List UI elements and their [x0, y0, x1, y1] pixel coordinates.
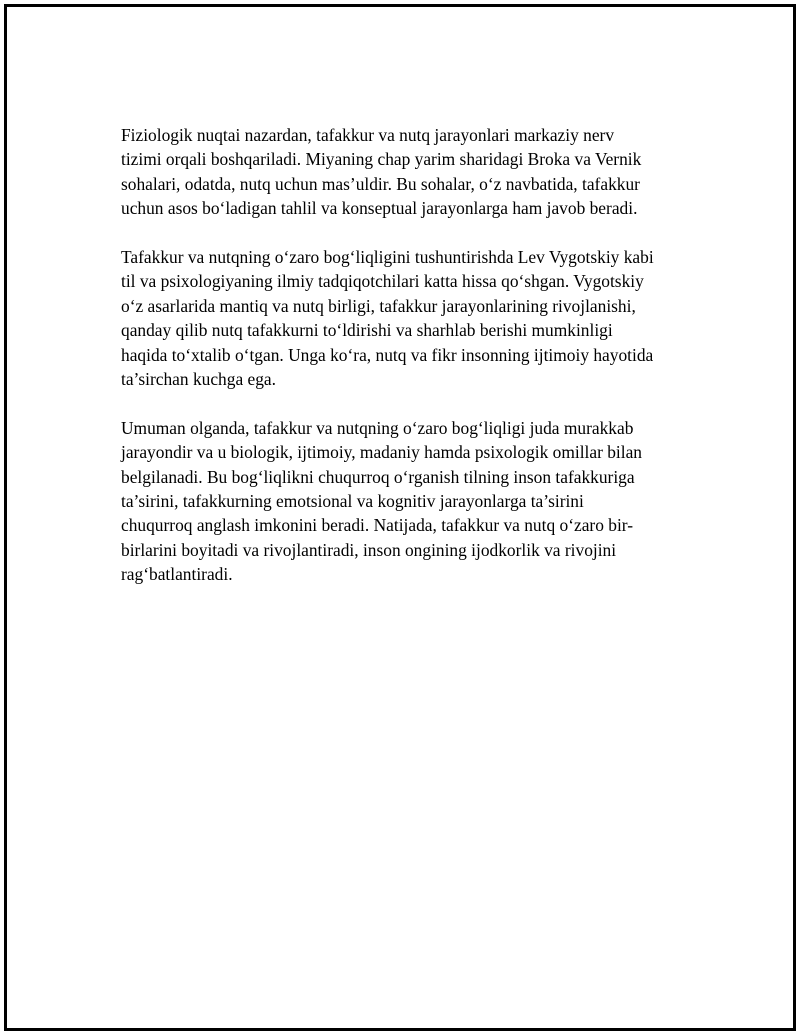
text-line: chuqurroq anglash imkonini beradi. Natijada, tafakkur va nutq o‘zaro bir- [121, 515, 634, 536]
text-line: tizimi orqali boshqariladi. Miyaning chap yarim sharidagi Broka va Vernik [121, 149, 642, 170]
page-frame [4, 4, 796, 1031]
paragraph-3 [121, 416, 701, 587]
paragraph-2 [121, 245, 701, 391]
text-line: jarayondir va u biologik, ijtimoiy, madaniy hamda psixologik omillar bilan [121, 442, 642, 463]
paragraph-1 [121, 123, 701, 221]
text-line: sohalari, odatda, nutq uchun mas’uldir. Bu sohalar, o‘z navbatida, tafakkur [121, 173, 640, 194]
text-line: Fiziologik nuqtai nazardan, tafakkur va nutq jarayonlari markaziy nerv [121, 125, 615, 145]
text-line: belgilanadi. Bu bog‘liqlikni chuqurroq o‘rganish tilning inson tafakkuriga [121, 466, 635, 487]
document-body [121, 123, 701, 611]
text-line: qanday qilib nutq tafakkurni to‘ldirishi va sharhlab berishi mumkinligi [121, 320, 613, 341]
text-line: rag‘batlantiradi. [121, 564, 233, 585]
text-line: ta’sirchan kuchga ega. [121, 369, 276, 390]
text-line: o‘z asarlarida mantiq va nutq birligi, tafakkur jarayonlarining rivojlanishi, [121, 295, 636, 316]
text-line: Tafakkur va nutqning o‘zaro bog‘liqligini tushuntirishda Lev Vygotskiy kabi [121, 247, 654, 268]
text-line: ta’sirini, tafakkurning emotsional va kognitiv jarayonlarga ta’sirini [121, 491, 584, 512]
text-line: haqida to‘xtalib o‘tgan. Unga ko‘ra, nutq va fikr insonning ijtimoiy hayotida [121, 344, 654, 365]
text-line: birlarini boyitadi va rivojlantiradi, inson ongining ijodkorlik va rivojini [121, 539, 617, 560]
text-line: Umuman olganda, tafakkur va nutqning o‘zaro bog‘liqligi juda murakkab [121, 417, 634, 438]
text-line: til va psixologiyaning ilmiy tadqiqotchilari katta hissa qo‘shgan. Vygotskiy [121, 271, 644, 292]
text-line: uchun asos bo‘ladigan tahlil va konseptual jarayonlarga ham javob beradi. [121, 198, 638, 219]
